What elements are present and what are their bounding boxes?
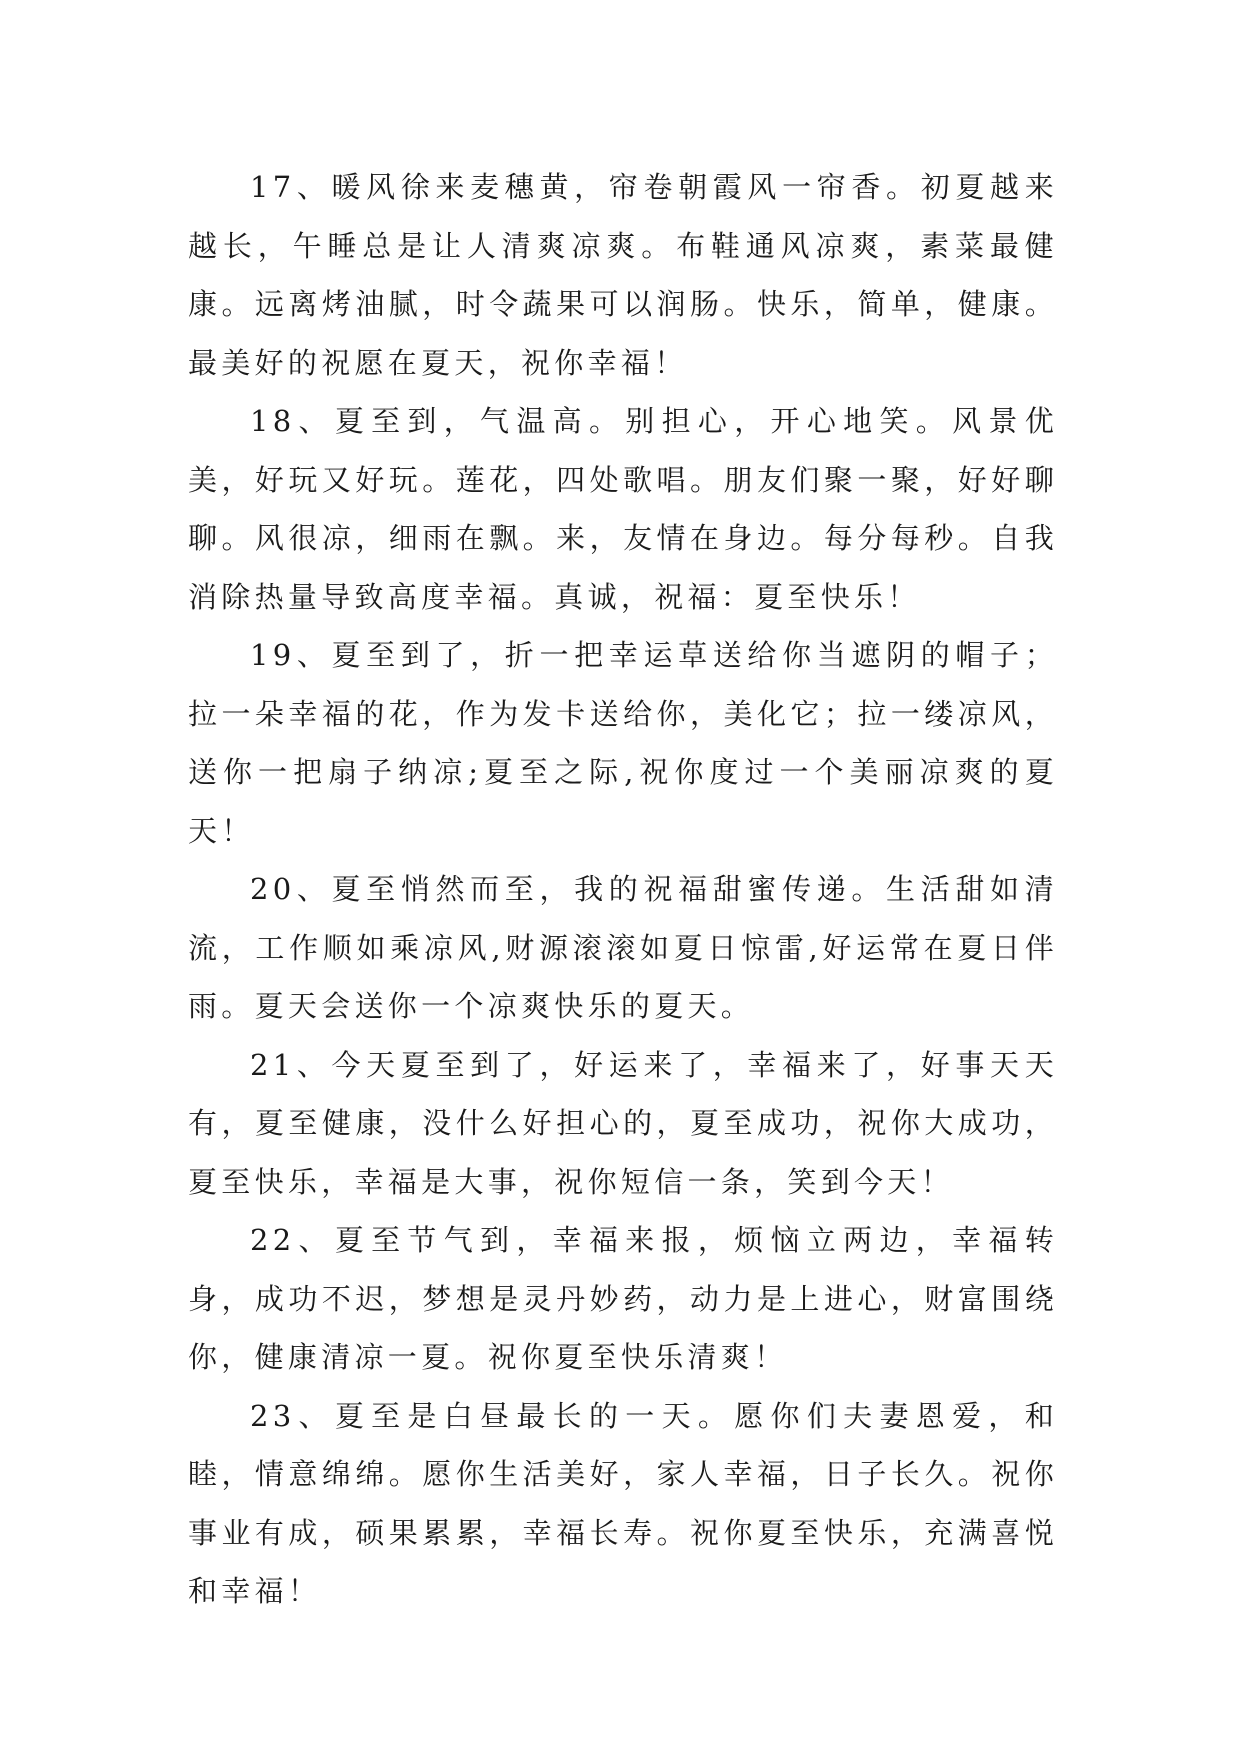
paragraph-23: 23、夏至是白昼最长的一天。愿你们夫妻恩爱，和睦，情意绵绵。愿你生活美好，家人幸福，日子长久。祝你事业有成，硕果累累，幸福长寿。祝你夏至快乐，充满喜悦和幸福！ [188,1398,1058,1608]
paragraph-21: 21、今天夏至到了，好运来了，幸福来了，好事天天有，夏至健康，没什么好担心的，夏至成功，祝你大成功，夏至快乐，幸福是大事，祝你短信一条，笑到今天！ [188,1047,1058,1199]
paragraph-22: 22、夏至节气到，幸福来报，烦恼立两边，幸福转身，成功不迟，梦想是灵丹妙药，动力是上进心，财富围绕你，健康清凉一夏。祝你夏至快乐清爽！ [188,1223,1058,1374]
paragraph-19: 19、夏至到了，折一把幸运草送给你当遮阴的帽子；拉一朵幸福的花，作为发卡送给你，美化它；拉一缕凉风，送你一把扇子纳凉;夏至之际,祝你度过一个美丽凉爽的夏天！ [188,638,1058,848]
paragraph-20: 20、夏至悄然而至，我的祝福甜蜜传递。生活甜如清流，工作顺如乘凉风,财源滚滚如夏日惊雷,好运常在夏日伴雨。夏天会送你一个凉爽快乐的夏天。 [188,872,1058,1023]
paragraph-17: 17、暖风徐来麦穗黄，帘卷朝霞风一帘香。初夏越来越长，午睡总是让人清爽凉爽。布鞋通风凉爽，素菜最健康。远离烤油腻，时令蔬果可以润肠。快乐，简单，健康。最美好的祝愿在夏天，祝你幸福！ [188,170,1058,380]
document-body [188,158,1058,1621]
paragraph-18: 18、夏至到，气温高。别担心，开心地笑。风景优美，好玩又好玩。莲花，四处歌唱。朋友们聚一聚，好好聊聊。风很凉，细雨在飘。来，友情在身边。每分每秒。自我消除热量导致高度幸福。真诚，祝福：夏至快乐！ [188,404,1058,614]
